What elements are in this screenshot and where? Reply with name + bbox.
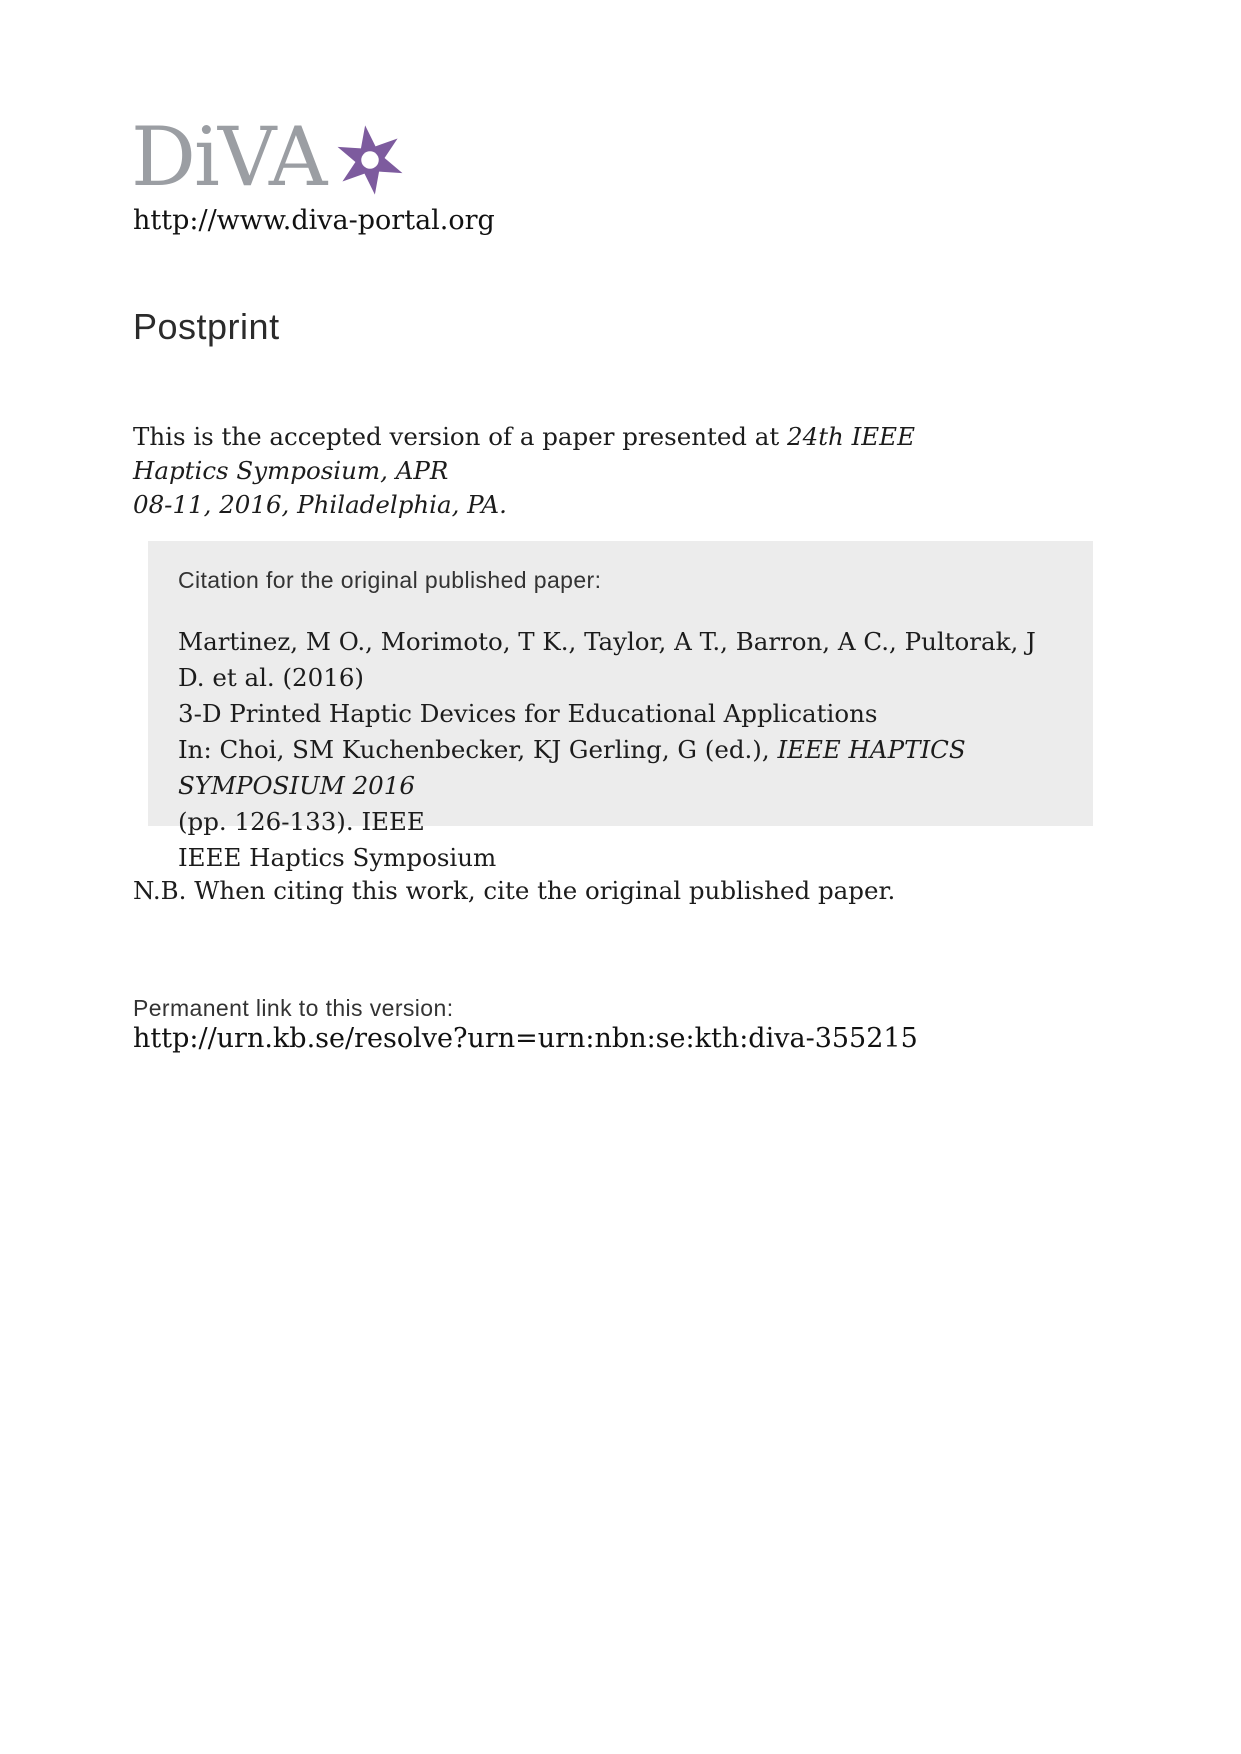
citation-line: In: Choi, SM Kuchenbecker, KJ Gerling, G (ed.), IEEE HAPTICS SYMPOSIUM 2016	[178, 735, 966, 800]
diva-logo	[131, 111, 405, 205]
citation-line: Martinez, M O., Morimoto, T K., Taylor, A T., Barron, A C., Pultorak, J D. et al. (2016)	[178, 627, 1036, 692]
citation-lines	[178, 624, 1063, 876]
intro-italic-line1: 24th IEEE Haptics Symposium, APR	[133, 422, 915, 485]
citation-line: (pp. 126-133). IEEE	[178, 807, 425, 836]
intro-italic-line2: 08-11, 2016, Philadelphia, PA.	[133, 490, 507, 519]
diva-logo-text: DiVA	[131, 111, 326, 205]
intro-paragraph	[133, 420, 963, 522]
document-type-heading: Postprint	[133, 306, 280, 347]
permalink-url-link[interactable]: http://urn.kb.se/resolve?urn=urn:nbn:se:kth:diva-355215	[133, 1023, 918, 1054]
citation-line: 3-D Printed Haptic Devices for Educational Applications	[178, 699, 878, 728]
citation-box	[148, 541, 1093, 872]
intro-prefix: This is the accepted version of a paper presented at	[133, 422, 788, 451]
permalink-label: Permanent link to this version:	[133, 995, 454, 1021]
citation-line: IEEE Haptics Symposium	[178, 843, 497, 872]
diva-portal-link[interactable]: http://www.diva-portal.org	[133, 205, 495, 236]
citation-box-label: Citation for the original published paper:	[178, 567, 602, 593]
nb-note: N.B. When citing this work, cite the original published paper.	[133, 876, 896, 905]
diva-star-icon	[335, 124, 405, 196]
